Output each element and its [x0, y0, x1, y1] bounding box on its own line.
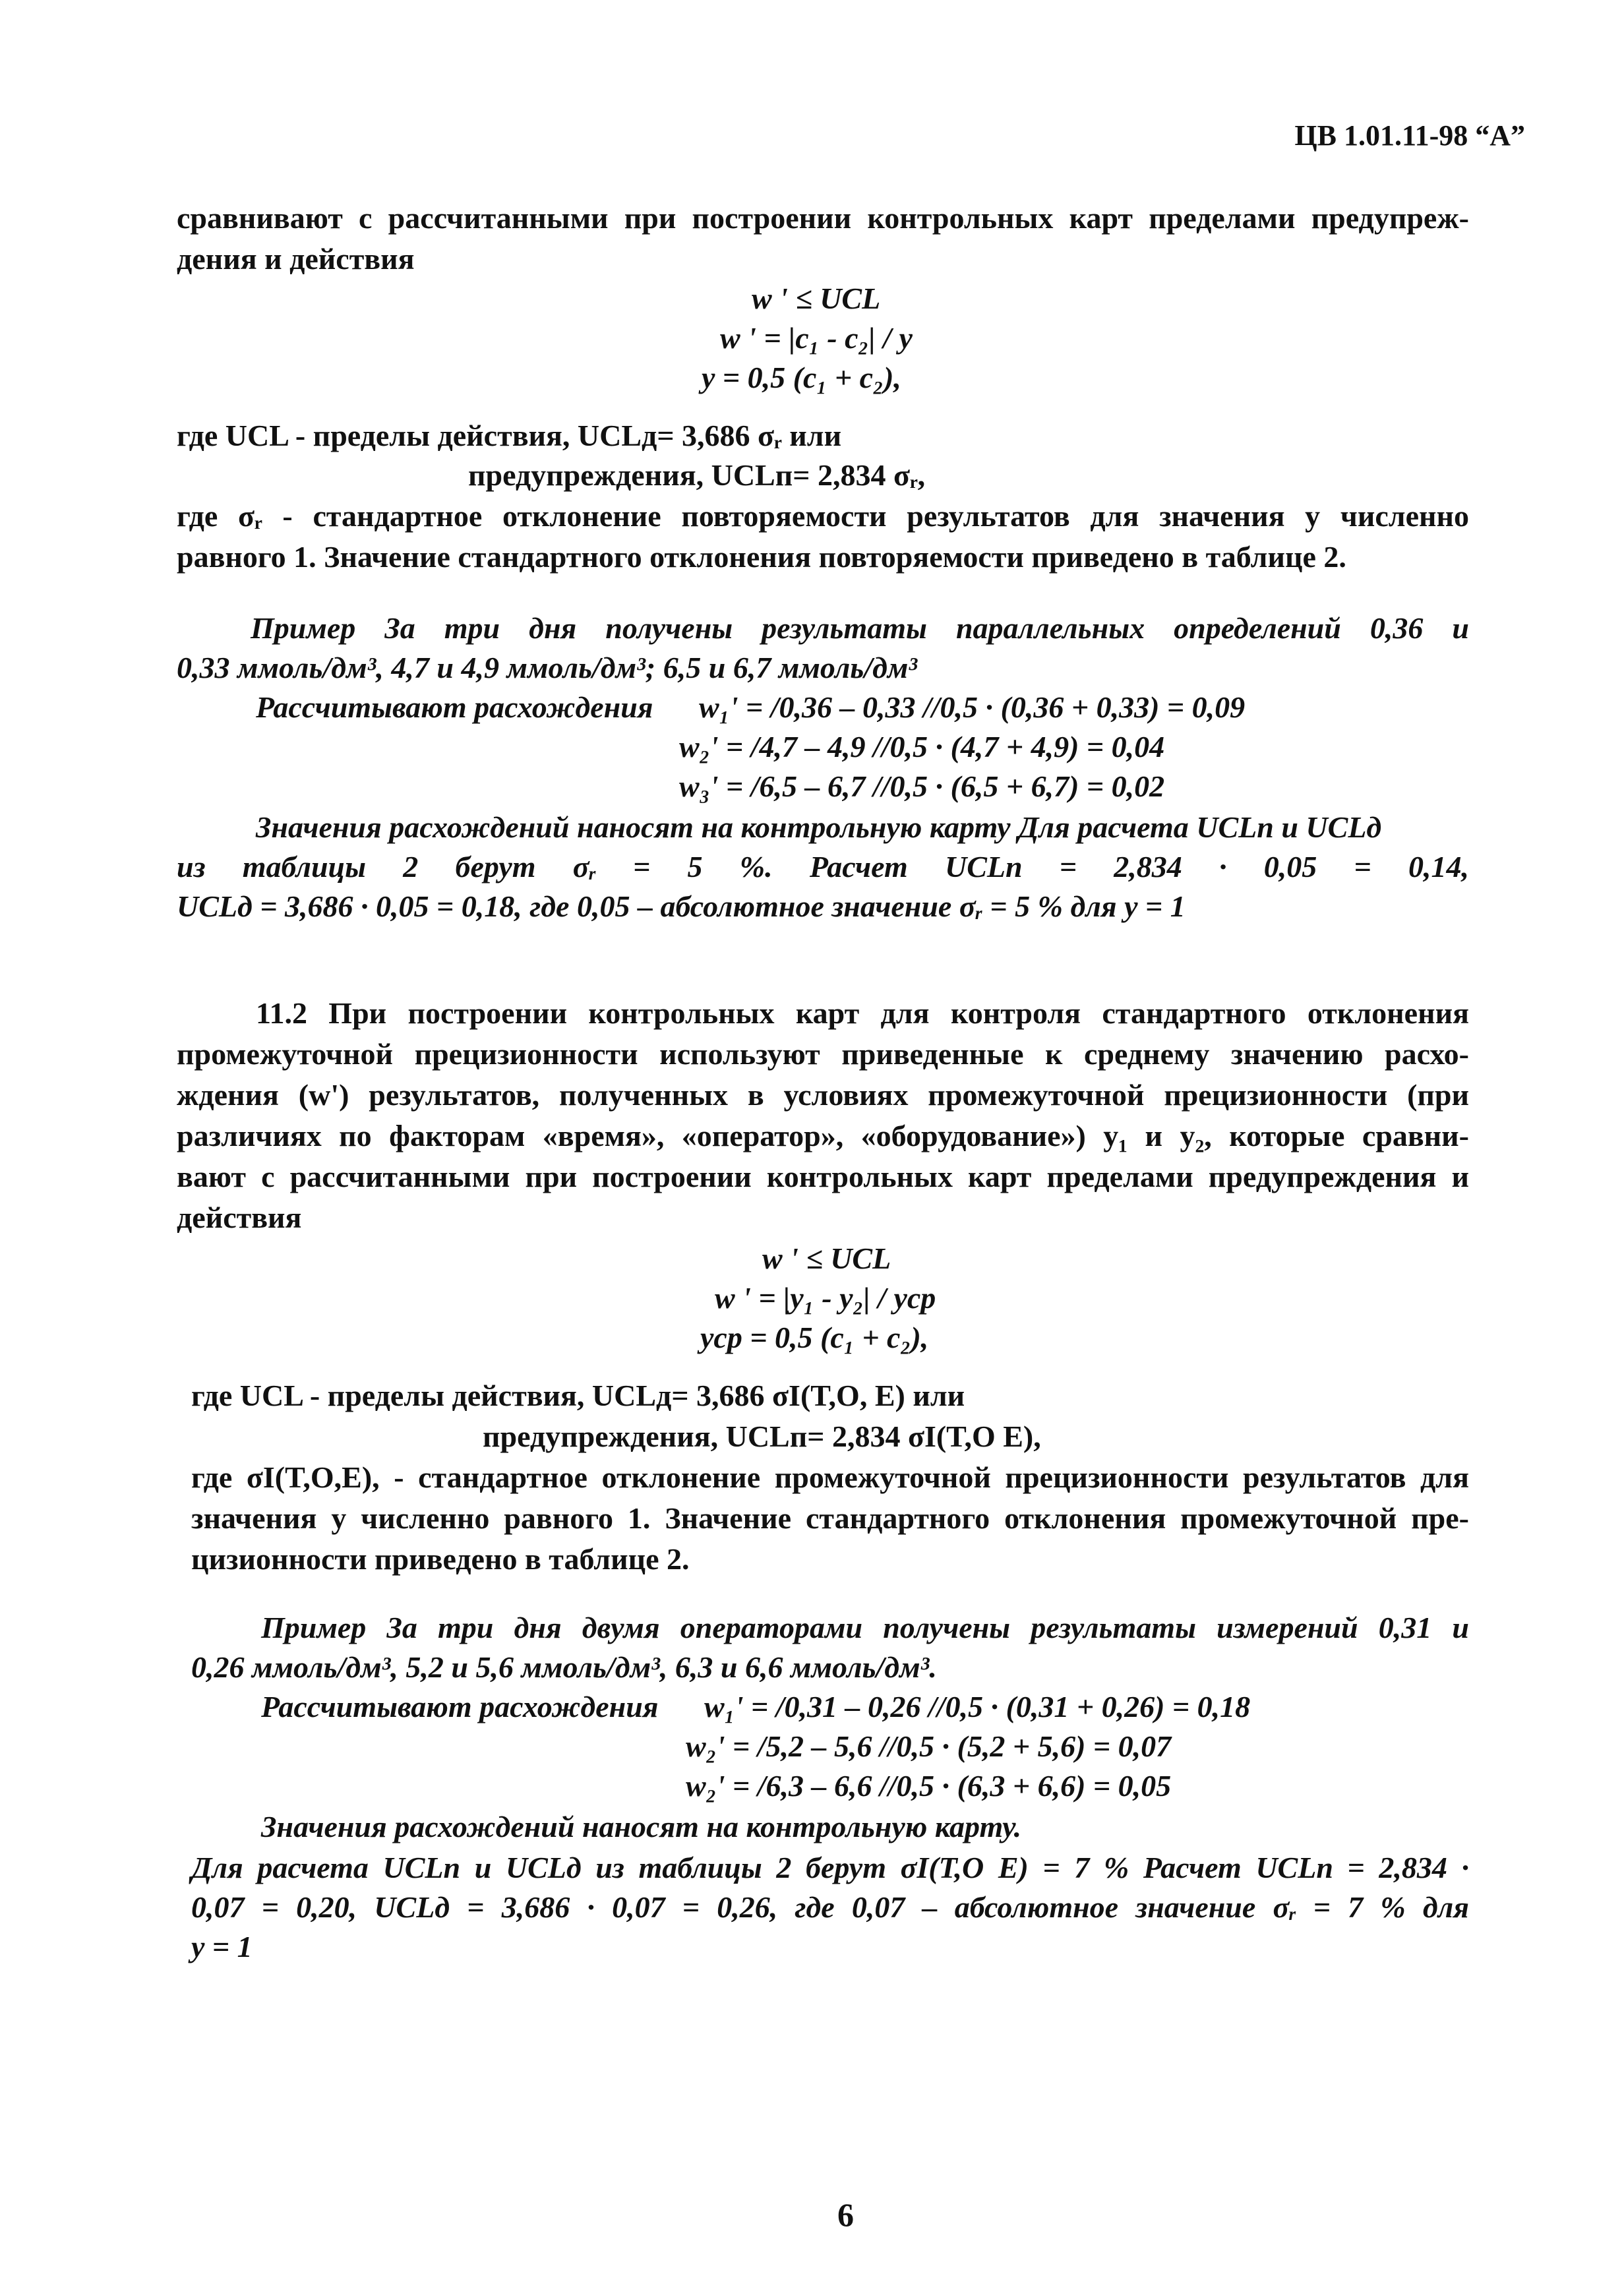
formula-w-definition-2: w ' = |y₁ - y₂| / yср — [715, 1281, 936, 1315]
formula-inequality-1: w ' ≤ UCL — [752, 282, 881, 315]
where-ucl-line-2: предупреждения, UCLп= 2,834 σᵣ, — [468, 458, 926, 492]
where-ucl-line-3: где UCL - пределы действия, UCLд= 3,686 σI(T,O, E) или — [191, 1379, 965, 1412]
where-sigma-line-3: где σI(T,O,E), - стандартное отклонение промежуточной прецизионности результатов для — [191, 1460, 1469, 1494]
section-11-2-line-3: ждения (w') результатов, полученных в условиях промежуточной прецизионности (при — [177, 1078, 1469, 1112]
intro-line-2: дения и действия — [177, 242, 415, 276]
where-sigma-line-2: равного 1. Значение стандартного отклонения повторяемости приведено в таблице 2. — [177, 540, 1346, 574]
example2-tail-1: Значения расхождений наносят на контрольную карту. — [261, 1810, 1022, 1843]
where-ucl-line-1: где UCL - пределы действия, UCLд= 3,686 σᵣ или — [177, 419, 842, 452]
intro-line-1: сравнивают с рассчитанными при построении контрольных карт пределами предупреж- — [177, 201, 1469, 235]
example1-calc-3: w₃' = /6,5 – 6,7 //0,5 · (6,5 + 6,7) = 0,02 — [679, 769, 1165, 803]
example2-line-1: Пример За три дня двумя операторами получены результаты измерений 0,31 и — [261, 1611, 1469, 1644]
formula-w-definition-1: w ' = |c₁ - c₂| / y — [720, 321, 913, 355]
formula-y-definition-1: y = 0,5 (c₁ + c₂), — [702, 361, 901, 394]
example1-line-1: Пример За три дня получены результаты параллельных определений 0,36 и — [251, 611, 1469, 645]
example1-calc-1: w₁' = /0,36 – 0,33 //0,5 · (0,36 + 0,33) = 0,09 — [699, 690, 1246, 724]
example1-calc-lead: Рассчитывают расхождения — [256, 690, 653, 724]
where-ucl-line-4: предупреждения, UCLп= 2,834 σI(T,O E), — [483, 1420, 1041, 1453]
example2-tail-4: y = 1 — [191, 1930, 253, 1963]
example2-calc-2: w₂' = /5,2 – 5,6 //0,5 · (5,2 + 5,6) = 0,07 — [686, 1729, 1172, 1763]
example1-tail-3: UCLд = 3,686 · 0,05 = 0,18, где 0,05 – абсолютное значение σᵣ = 5 % для y = 1 — [177, 889, 1186, 923]
example2-line-2: 0,26 ммоль/дм³, 5,2 и 5,6 ммоль/дм³, 6,3 и 6,6 ммоль/дм³. — [191, 1650, 937, 1684]
where-sigma-line-5: цизионности приведено в таблице 2. — [191, 1542, 690, 1576]
section-11-2-line-6: действия — [177, 1201, 302, 1234]
section-11-2-line-5: вают с рассчитанными при построении контрольных карт пределами предупреждения и — [177, 1160, 1469, 1193]
example2-calc-1: w₁' = /0,31 – 0,26 //0,5 · (0,31 + 0,26) = 0,18 — [704, 1690, 1251, 1723]
example2-calc-lead: Рассчитывают расхождения — [261, 1690, 659, 1723]
page-number: 6 — [837, 2196, 854, 2233]
example2-tail-3: 0,07 = 0,20, UCLд = 3,686 · 0,07 = 0,26, где 0,07 – абсолютное значение σᵣ = 7 % для — [191, 1890, 1469, 1924]
example2-tail-2: Для расчета UCLп и UCLд из таблицы 2 берут σI(T,O E) = 7 % Расчет UCLп = 2,834 · — [191, 1851, 1469, 1884]
section-11-2-line-2: промежуточной прецизионности используют приведенные к среднему значению расхо- — [177, 1037, 1469, 1071]
example1-calc-2: w₂' = /4,7 – 4,9 //0,5 · (4,7 + 4,9) = 0,04 — [679, 730, 1165, 763]
document-code-header: ЦВ 1.01.11-98 “А” — [1294, 119, 1525, 152]
formula-y-definition-2: yср = 0,5 (c₁ + c₂), — [700, 1321, 929, 1354]
section-11-2-line-4: различиях по факторам «время», «оператор», «оборудование») y₁ и y₂, которые сравни- — [177, 1119, 1469, 1152]
section-11-2-line-1: 11.2 При построении контрольных карт для контроля стандартного отклонения — [256, 996, 1469, 1030]
where-sigma-line-1: где σᵣ - стандартное отклонение повторяемости результатов для значения y численно — [177, 499, 1469, 533]
example1-line-2: 0,33 ммоль/дм³, 4,7 и 4,9 ммоль/дм³; 6,5 и 6,7 ммоль/дм³ — [177, 651, 918, 684]
example2-calc-3: w₂' = /6,3 – 6,6 //0,5 · (6,3 + 6,6) = 0,05 — [686, 1769, 1172, 1803]
example1-tail-2: из таблицы 2 берут σᵣ = 5 %. Расчет UCLп = 2,834 · 0,05 = 0,14, — [177, 850, 1469, 883]
where-sigma-line-4: значения y численно равного 1. Значение стандартного отклонения промежуточной пре- — [191, 1501, 1469, 1535]
example1-tail-1: Значения расхождений наносят на контрольную карту Для расчета UCLп и UCLд — [256, 810, 1382, 844]
formula-inequality-2: w ' ≤ UCL — [762, 1242, 891, 1275]
